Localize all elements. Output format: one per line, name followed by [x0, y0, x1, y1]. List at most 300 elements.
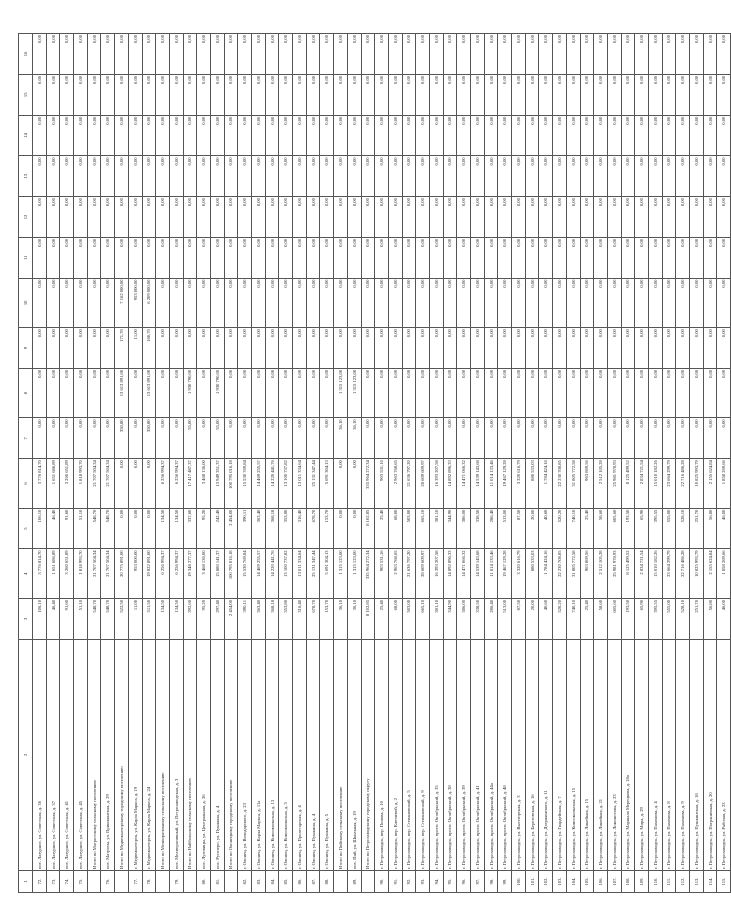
value-cell: 0,00: [635, 74, 649, 115]
value-cell: 0,00: [128, 156, 142, 197]
value-cell: 0,00: [498, 156, 512, 197]
value-cell: 0,00: [539, 74, 553, 115]
value-cell: 3 468 136,00: [197, 549, 211, 599]
value-cell: 14 892 896,33: [443, 549, 457, 599]
value-cell: 0,00: [648, 237, 662, 278]
value-cell: 0,00: [87, 328, 101, 369]
value-cell: 1 858 269,66: [717, 549, 731, 599]
value-cell: 0,00: [457, 156, 471, 197]
value-cell: 0,00: [87, 34, 101, 75]
row-number-cell: 83.: [252, 870, 266, 892]
value-cell: 0,00: [402, 278, 416, 328]
value-cell: 0,00: [416, 237, 430, 278]
value-cell: 0,00: [183, 328, 197, 369]
value-cell: 0,00: [512, 328, 526, 369]
value-cell: 0,00: [361, 368, 375, 418]
value-cell: 335 964 272,34: [361, 549, 375, 599]
value-cell: 0,00: [74, 328, 88, 369]
address-cell: Итого по Найбольскому сельскому поселению: [183, 639, 197, 870]
value-cell: 0,00: [265, 278, 279, 328]
value-cell: 0,00: [512, 34, 526, 75]
value-cell: 0,00: [388, 34, 402, 75]
value-cell: 0,00: [87, 197, 101, 238]
value-cell: 0,00: [429, 156, 443, 197]
value-cell: 14 469 255,57: [252, 459, 266, 509]
table-row: [142, 34, 156, 893]
value-cell: 36,10: [347, 598, 361, 639]
value-cell: 0,00: [347, 34, 361, 75]
value-cell: 0,00: [375, 237, 389, 278]
value-cell: 0,00: [607, 115, 621, 156]
subtotal-row: [224, 34, 238, 893]
value-cell: 8 102,85: [361, 508, 375, 549]
value-cell: 22 230 708,85: [553, 459, 567, 509]
value-cell: 0,00: [361, 34, 375, 75]
row-number-cell: 96.: [457, 870, 471, 892]
address-cell: г. Петрозаводск, ул. Маршала Мерецкова, д. 18а: [621, 639, 635, 870]
value-cell: 0,00: [60, 197, 74, 238]
value-cell: 5 691 304,13: [320, 459, 334, 509]
value-cell: 0,00: [320, 237, 334, 278]
value-cell: 0,00: [621, 74, 635, 115]
address-cell: г. Петрозаводск, ул. Вытегорская, д. 3: [512, 639, 526, 870]
value-cell: 0,00: [717, 368, 731, 418]
value-cell: 0,00: [265, 197, 279, 238]
value-cell: 0,00: [101, 328, 115, 369]
table-row: [265, 34, 279, 893]
value-cell: 0,00: [703, 197, 717, 238]
value-cell: 555,00: [662, 508, 676, 549]
value-cell: 0,00: [128, 34, 142, 75]
value-cell: 0,00: [648, 328, 662, 369]
value-cell: 0,00: [512, 278, 526, 328]
value-cell: 350,80: [142, 418, 156, 459]
value-cell: 0,00: [429, 418, 443, 459]
value-cell: 0,00: [607, 237, 621, 278]
row-number-cell: 113.: [690, 870, 704, 892]
address-cell: пос. Ругозеро, ул. Пушкина, д. 4: [210, 639, 224, 870]
value-cell: 0,00: [484, 115, 498, 156]
value-cell: 0,00: [580, 74, 594, 115]
value-cell: 0,00: [279, 328, 293, 369]
rotated-table-wrapper: [18, 33, 727, 893]
column-number-14: 14: [19, 115, 33, 156]
value-cell: 386,00: [457, 598, 471, 639]
value-cell: 0,00: [128, 74, 142, 115]
value-cell: 0,00: [457, 418, 471, 459]
table-row: [416, 34, 430, 893]
value-cell: 0,00: [484, 328, 498, 369]
value-cell: 0,00: [306, 197, 320, 238]
value-cell: 0,00: [703, 368, 717, 418]
value-cell: 0,00: [279, 115, 293, 156]
address-cell: г. Олонец, ул. Пролетарская, д. 4: [293, 639, 307, 870]
value-cell: 0,00: [484, 368, 498, 418]
value-cell: 0,00: [46, 115, 60, 156]
value-cell: 0,00: [690, 74, 704, 115]
value-cell: 2 512 105,28: [594, 459, 608, 509]
value-cell: 0,00: [183, 156, 197, 197]
column-number-2: 2: [19, 639, 33, 870]
value-cell: 0,00: [115, 156, 129, 197]
value-cell: 0,00: [293, 74, 307, 115]
value-cell: 25,40: [375, 598, 389, 639]
value-cell: 395,55: [648, 598, 662, 639]
value-cell: 0,00: [553, 328, 567, 369]
value-cell: 2 834 721,54: [635, 549, 649, 599]
value-cell: 548,70: [101, 508, 115, 549]
value-cell: 0,00: [361, 197, 375, 238]
row-number-cell: 97.: [471, 870, 485, 892]
value-cell: 503,00: [402, 598, 416, 639]
value-cell: 0,00: [648, 278, 662, 328]
value-cell: 0,00: [60, 368, 74, 418]
value-cell: 0,00: [717, 418, 731, 459]
row-number-cell: 104.: [566, 870, 580, 892]
value-cell: 0,00: [156, 156, 170, 197]
value-cell: 0,00: [60, 115, 74, 156]
value-cell: 0,00: [717, 156, 731, 197]
value-cell: 0,00: [525, 197, 539, 238]
column-number-8: 8: [19, 368, 33, 418]
value-cell: 36,10: [347, 418, 361, 459]
value-cell: 0,00: [60, 328, 74, 369]
value-cell: 0,00: [580, 115, 594, 156]
value-cell: 0,00: [60, 278, 74, 328]
value-cell: 363,40: [252, 508, 266, 549]
value-cell: 0,00: [265, 418, 279, 459]
value-cell: 0,00: [128, 197, 142, 238]
value-cell: 0,00: [553, 156, 567, 197]
value-cell: 0,00: [375, 418, 389, 459]
value-cell: 193,50: [621, 598, 635, 639]
address-cell: г. Петрозаводск, просп. Октябрьский, д. 35: [429, 639, 443, 870]
value-cell: 0,00: [676, 34, 690, 75]
value-cell: 0,00: [46, 197, 60, 238]
address-cell: г. Олонец, ул. Пушкина, д. 5: [320, 639, 334, 870]
value-cell: 286,40: [484, 508, 498, 549]
table-row: [293, 34, 307, 893]
value-cell: 0,00: [74, 237, 88, 278]
resettlement-table: [18, 33, 731, 893]
table-row: [33, 34, 47, 893]
address-cell: г. Олонец, ул. Пушкина, д. 4: [306, 639, 320, 870]
row-number-cell: 100.: [512, 870, 526, 892]
table-row: [457, 34, 471, 893]
value-cell: 55,00: [210, 418, 224, 459]
value-cell: 0,00: [676, 115, 690, 156]
value-cell: 242,40: [210, 508, 224, 549]
value-cell: 36,10: [334, 418, 348, 459]
value-cell: 0,00: [539, 197, 553, 238]
value-cell: 0,00: [183, 34, 197, 75]
value-cell: 0,00: [265, 237, 279, 278]
value-cell: 0,00: [553, 197, 567, 238]
value-cell: 0,00: [525, 115, 539, 156]
table-body: [33, 34, 731, 893]
value-cell: 0,00: [375, 278, 389, 328]
value-cell: 65,90: [635, 508, 649, 549]
value-cell: 0,00: [662, 197, 676, 238]
value-cell: 0,00: [402, 115, 416, 156]
value-cell: 0,00: [484, 156, 498, 197]
value-cell: 0,00: [74, 74, 88, 115]
value-cell: 68,00: [388, 598, 402, 639]
value-cell: 25 131 347,44: [306, 549, 320, 599]
value-cell: 0,00: [46, 368, 60, 418]
value-cell: 0,00: [46, 34, 60, 75]
value-cell: 0,00: [265, 74, 279, 115]
value-cell: 0,00: [690, 278, 704, 328]
value-cell: 0,00: [690, 197, 704, 238]
value-cell: 903 531,16: [375, 459, 389, 509]
value-cell: 0,00: [471, 237, 485, 278]
value-cell: 0,00: [484, 34, 498, 75]
value-cell: 0,00: [60, 237, 74, 278]
row-number-cell: 95.: [443, 870, 457, 892]
value-cell: 953 000,00: [128, 278, 142, 328]
value-cell: 22 230 708,85: [553, 549, 567, 599]
value-cell: 0,00: [498, 278, 512, 328]
value-cell: 0,00: [512, 115, 526, 156]
address-cell: г. Олонец, ул. Комсомольская, д. 13: [265, 639, 279, 870]
value-cell: 0,00: [224, 418, 238, 459]
value-cell: 0,00: [498, 34, 512, 75]
value-cell: 0,00: [662, 328, 676, 369]
value-cell: 0,00: [457, 237, 471, 278]
value-cell: 0,00: [635, 328, 649, 369]
address-cell: пос. Лазурное, ул. Советская, д. 45: [74, 639, 88, 870]
value-cell: 0,00: [375, 156, 389, 197]
value-cell: 0,00: [690, 418, 704, 459]
value-cell: 1 818 993,70: [74, 549, 88, 599]
value-cell: 548,70: [87, 598, 101, 639]
value-cell: 0,00: [238, 418, 252, 459]
value-cell: 0,00: [320, 197, 334, 238]
value-cell: 0,00: [471, 328, 485, 369]
value-cell: 0,00: [676, 278, 690, 328]
value-cell: 0,00: [334, 328, 348, 369]
value-cell: 363,40: [252, 598, 266, 639]
value-cell: 0,00: [279, 74, 293, 115]
value-cell: 0,00: [238, 237, 252, 278]
value-cell: 0,00: [320, 368, 334, 418]
value-cell: 0,00: [224, 115, 238, 156]
table-row: [210, 34, 224, 893]
table-row: [101, 34, 115, 893]
table-row: [621, 34, 635, 893]
value-cell: 0,00: [580, 237, 594, 278]
value-cell: 0,00: [74, 418, 88, 459]
value-cell: 0,00: [662, 237, 676, 278]
address-cell: г. Петрозаводск, ул. Пахомова, д. 9: [676, 639, 690, 870]
value-cell: 678,70: [306, 508, 320, 549]
value-cell: 1 315 123,00: [334, 549, 348, 599]
value-cell: 0,00: [33, 197, 47, 238]
value-cell: 350,80: [115, 418, 129, 459]
value-cell: 0,00: [388, 115, 402, 156]
value-cell: 0,00: [525, 156, 539, 197]
value-cell: 0,00: [553, 115, 567, 156]
value-cell: 0,00: [539, 156, 553, 197]
value-cell: 14 471 066,32: [457, 549, 471, 599]
value-cell: 0,00: [320, 74, 334, 115]
value-cell: 1 315 123,00: [347, 549, 361, 599]
value-cell: 0,00: [635, 34, 649, 75]
value-cell: 2 155 624,84: [703, 549, 717, 599]
value-cell: 0,00: [566, 156, 580, 197]
value-cell: 2 963 768,65: [388, 549, 402, 599]
value-cell: 0,00: [197, 368, 211, 418]
value-cell: 0,00: [306, 115, 320, 156]
value-cell: 153,70: [320, 508, 334, 549]
value-cell: 0,00: [156, 368, 170, 418]
value-cell: 0,00: [429, 237, 443, 278]
value-cell: 0,00: [621, 197, 635, 238]
value-cell: 0,00: [580, 278, 594, 328]
value-cell: 0,00: [128, 368, 142, 418]
value-cell: 14 539 143,68: [471, 459, 485, 509]
value-cell: 0,00: [279, 197, 293, 238]
subtotal-row: [334, 34, 348, 893]
value-cell: 25 131 347,44: [306, 459, 320, 509]
value-cell: 286,40: [484, 598, 498, 639]
value-cell: 0,00: [498, 418, 512, 459]
value-cell: 381,10: [429, 598, 443, 639]
value-cell: 0,00: [265, 156, 279, 197]
table-row: [402, 34, 416, 893]
value-cell: 0,00: [46, 418, 60, 459]
value-cell: 0,00: [402, 74, 416, 115]
address-cell: пос. Матросы, ул. Пришкинская, д. 29: [101, 639, 115, 870]
value-cell: 0,00: [443, 278, 457, 328]
value-cell: 0,00: [621, 328, 635, 369]
row-number-cell: 93.: [416, 870, 430, 892]
address-cell: пос. Лазурное, ул. Советская, д. 36: [33, 639, 47, 870]
value-cell: 0,00: [594, 237, 608, 278]
value-cell: 0,00: [293, 34, 307, 75]
value-cell: 0,00: [635, 197, 649, 238]
subtotal-row: [115, 34, 129, 893]
value-cell: 0,00: [539, 368, 553, 418]
value-cell: 6 256 994,37: [156, 459, 170, 509]
value-cell: 7 162 000,00: [115, 278, 129, 328]
value-cell: 16 393 207,58: [429, 549, 443, 599]
value-cell: 392,60: [183, 598, 197, 639]
value-cell: 963 869,56: [580, 549, 594, 599]
value-cell: 0,00: [224, 278, 238, 328]
row-number-cell: 84.: [265, 870, 279, 892]
value-cell: 0,00: [594, 368, 608, 418]
value-cell: 0,00: [87, 74, 101, 115]
value-cell: 46,40: [46, 598, 60, 639]
value-cell: 28 609 609,97: [416, 459, 430, 509]
table-row: [580, 34, 594, 893]
address-cell: Итого по Матросскому сельскому поселению: [87, 639, 101, 870]
value-cell: 0,00: [621, 237, 635, 278]
value-cell: 0,00: [457, 197, 471, 238]
value-cell: 0,00: [60, 34, 74, 75]
value-cell: 0,00: [238, 197, 252, 238]
value-cell: 31 805 772,58: [566, 459, 580, 509]
value-cell: 0,00: [169, 74, 183, 115]
value-cell: 0,00: [457, 368, 471, 418]
value-cell: 20 775 891,00: [115, 549, 129, 599]
value-cell: 0,00: [471, 115, 485, 156]
value-cell: 0,00: [183, 197, 197, 238]
value-cell: 0,00: [224, 237, 238, 278]
value-cell: 0,00: [676, 74, 690, 115]
value-cell: 0,00: [402, 418, 416, 459]
value-cell: 0,00: [375, 115, 389, 156]
value-cell: 0,00: [60, 156, 74, 197]
value-cell: 0,00: [306, 34, 320, 75]
value-cell: 0,00: [594, 328, 608, 369]
value-cell: 0,00: [471, 418, 485, 459]
value-cell: 14 471 066,32: [457, 459, 471, 509]
value-cell: 0,00: [676, 418, 690, 459]
value-cell: 0,00: [580, 328, 594, 369]
value-cell: 0,00: [293, 368, 307, 418]
value-cell: 153,70: [320, 598, 334, 639]
address-cell: г. Петрозаводск, пер. Степановский, д. 9: [416, 639, 430, 870]
value-cell: 0,00: [703, 328, 717, 369]
value-cell: 0,00: [33, 74, 47, 115]
value-cell: 0,00: [717, 328, 731, 369]
address-cell: г. Петрозаводск, просп. Октябрьский, д. 38: [443, 639, 457, 870]
address-cell: г. Петрозаводск, ул. Линейная, д. 21: [594, 639, 608, 870]
value-cell: 0,00: [252, 278, 266, 328]
value-cell: 0,00: [676, 328, 690, 369]
value-cell: 0,00: [553, 74, 567, 115]
table-row: [648, 34, 662, 893]
row-number-cell: 108.: [621, 870, 635, 892]
value-cell: 0,00: [416, 156, 430, 197]
address-cell: пос. Луговицы, ул. Центральная, д. 36: [197, 639, 211, 870]
value-cell: 0,00: [197, 74, 211, 115]
value-cell: 0,00: [320, 328, 334, 369]
value-cell: 0,00: [361, 74, 375, 115]
value-cell: 23 664 299,79: [662, 549, 676, 599]
value-cell: 0,00: [334, 34, 348, 75]
value-cell: 0,00: [156, 418, 170, 459]
value-cell: 0,00: [402, 34, 416, 75]
value-cell: 0,00: [293, 278, 307, 328]
value-cell: 0,00: [662, 74, 676, 115]
table-row: [60, 34, 74, 893]
value-cell: 15 010 182,26: [648, 459, 662, 509]
value-cell: 0,00: [101, 368, 115, 418]
value-cell: 0,00: [224, 74, 238, 115]
value-cell: 0,00: [416, 74, 430, 115]
value-cell: 0,00: [498, 237, 512, 278]
value-cell: 0,00: [252, 328, 266, 369]
value-cell: 0,00: [525, 74, 539, 115]
value-cell: 0,00: [484, 418, 498, 459]
value-cell: 0,00: [279, 34, 293, 75]
row-number-cell: 78.: [142, 870, 156, 892]
address-cell: Итого по Олонецкому городскому поселению: [224, 639, 238, 870]
value-cell: 0,00: [402, 156, 416, 197]
value-cell: 13 613 891,00: [142, 368, 156, 418]
value-cell: 0,00: [375, 197, 389, 238]
value-cell: 0,00: [703, 418, 717, 459]
value-cell: 0,00: [347, 508, 361, 549]
value-cell: 106,10: [33, 508, 47, 549]
table-row: [74, 34, 88, 893]
value-cell: 0,00: [142, 508, 156, 549]
value-cell: 0,00: [128, 508, 142, 549]
